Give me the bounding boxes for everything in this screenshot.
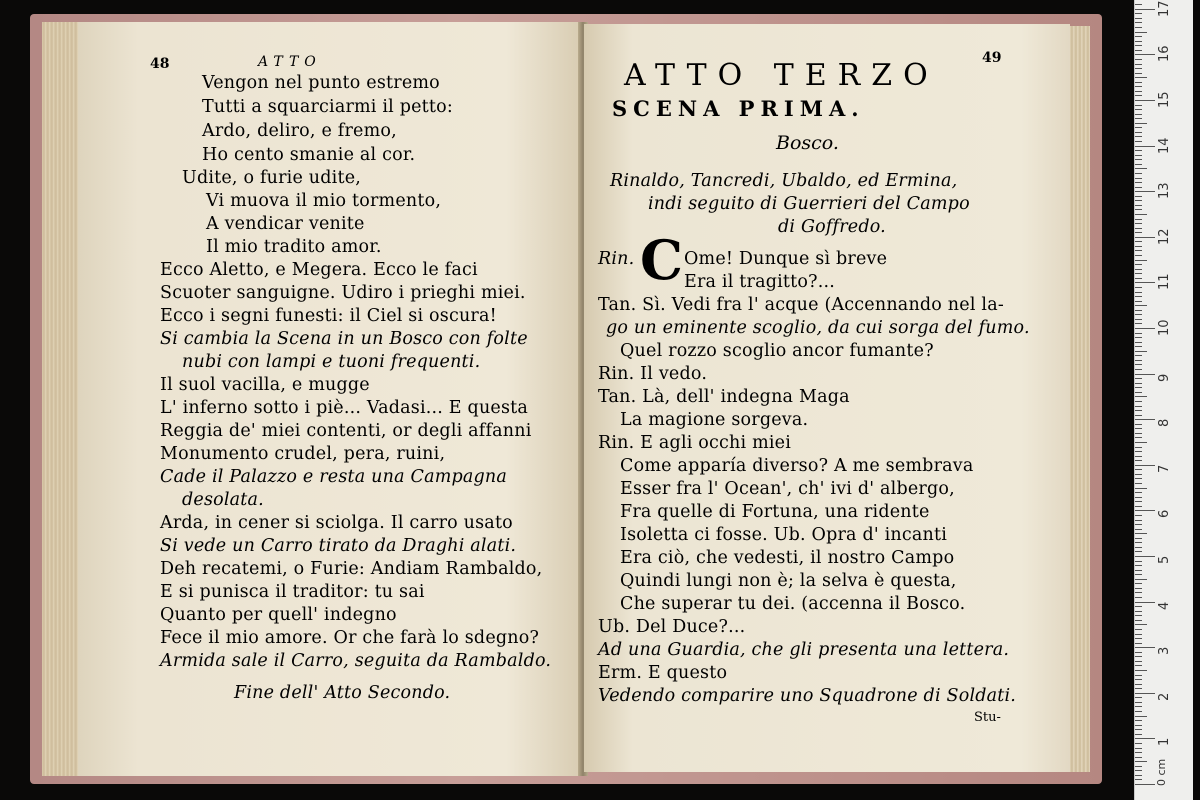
ruler-tick [1135,661,1142,662]
ruler-tick [1135,620,1142,621]
ruler-tick [1135,551,1142,552]
ruler-tick [1135,364,1142,365]
ruler-tick [1135,761,1147,762]
ruler-tick [1135,624,1147,625]
cast-line: Rinaldo, Tancredi, Ubaldo, ed Ermina, [610,171,958,191]
ruler-tick [1135,118,1142,119]
ruler-tick [1135,95,1142,96]
ruler-tick [1135,173,1142,174]
ruler-label: 4 [1157,601,1172,610]
text-line: Deh recatemi, o Furie: Andiam Rambaldo, [160,559,543,579]
ruler-tick [1135,209,1142,210]
ruler-tick [1135,428,1142,429]
text-line: Ecco Aletto, e Megera. Ecco le faci [160,260,478,280]
text-line: Ome! Dunque sì breve [684,249,888,269]
ruler-tick [1135,178,1142,179]
text-line: Isoletta ci fosse. Ub. Opra d' incanti [620,525,948,545]
ruler-tick [1135,305,1147,306]
ruler-tick [1135,634,1142,635]
text-line: Come apparía diverso? A me sembrava [620,456,974,476]
scene-title: SCENA PRIMA. [612,96,865,121]
text-line: Arda, in cener si sciolga. Il carro usato [160,513,513,533]
ruler-tick [1135,729,1142,730]
ruler-tick [1135,460,1142,461]
ruler-tick [1135,515,1142,516]
ruler-tick [1135,784,1155,785]
ruler-tick [1135,697,1142,698]
ruler-tick [1135,260,1147,261]
stage-direction: desolata. [182,490,264,510]
ruler-tick [1135,679,1142,680]
ruler-label: 8 [1157,418,1172,428]
ruler-tick [1135,132,1142,133]
ruler-tick [1135,36,1142,37]
ruler-tick [1135,488,1147,489]
act-end-note: Fine dell' Atto Secondo. [234,683,451,703]
ruler-tick [1135,734,1142,735]
text-line: Era ciò, che vedesti, il nostro Campo [620,548,955,568]
ruler-tick [1135,442,1147,443]
ruler-tick [1135,287,1142,288]
ruler-tick [1135,4,1142,5]
ruler-tick [1135,273,1142,274]
stage-direction: Vedendo comparire uno Squadrone di Soldati. [598,686,1017,706]
stage-direction: Ad una Guardia, che gli presenta una lettera. [598,640,1010,660]
ruler-label: 13 [1157,182,1172,200]
ruler-tick [1135,437,1142,438]
ruler-tick [1135,319,1142,320]
stage-direction: Armida sale il Carro, seguita da Rambaldo. [160,651,552,671]
ruler-label: 12 [1157,228,1172,245]
ruler-tick [1135,127,1142,128]
ruler-tick [1135,378,1142,379]
ruler-tick [1135,611,1142,612]
ruler-tick [1135,424,1142,425]
ruler-tick [1135,155,1142,156]
ruler-label: 15 [1157,91,1172,108]
ruler-tick [1135,725,1142,726]
ruler-tick [1135,214,1147,215]
ruler-tick [1135,433,1142,434]
ruler-tick [1135,141,1142,142]
ruler-tick [1135,191,1155,192]
speaker-label: Rin. [598,249,635,269]
ruler-tick [1135,369,1142,370]
ruler-tick [1135,351,1147,352]
ruler-label: 5 [1157,555,1172,564]
ruler-tick [1135,159,1142,160]
ruler-label: 7 [1157,464,1172,473]
ruler-tick [1135,41,1142,42]
ruler-tick [1135,574,1142,575]
ruler-tick [1135,542,1142,543]
text-line: Quindi lungi non è; la selva è questa, [620,571,957,591]
ruler-tick [1135,775,1142,776]
ruler-tick [1135,406,1142,407]
ruler-tick [1135,228,1142,229]
ruler-tick [1135,419,1155,420]
ruler-tick [1135,588,1142,589]
text-line: Rin. Il vedo. [598,364,708,384]
ruler-tick [1135,770,1142,771]
ruler-tick [1135,743,1142,744]
ruler-tick [1135,401,1142,402]
ruler-tick [1135,602,1155,603]
ruler-tick [1135,506,1142,507]
ruler-tick [1135,748,1142,749]
act-title: ATTO TERZO [624,58,939,93]
ruler-tick [1135,200,1142,201]
ruler-tick [1135,779,1142,780]
ruler-tick [1135,565,1142,566]
catchword: Stu- [974,710,1001,725]
ruler-tick [1135,296,1142,297]
ruler-tick [1135,524,1142,525]
ruler-tick [1135,59,1142,60]
cast-line: di Goffredo. [778,217,886,237]
ruler-tick [1135,196,1142,197]
ruler-tick [1135,583,1142,584]
ruler-tick [1135,150,1142,151]
ruler-tick [1135,665,1142,666]
text-line: Reggia de' miei contenti, or degli affanni [160,421,532,441]
ruler-tick [1135,684,1142,685]
ruler-label: 16 [1157,45,1172,63]
ruler-tick [1135,18,1142,19]
text-line: Rin. E agli occhi miei [598,433,792,453]
ruler-tick [1135,22,1142,23]
ruler-label: 1 [1157,738,1172,747]
ruler-tick [1135,478,1142,479]
text-line: Tutti a squarciarmi il petto: [202,97,453,117]
ruler-tick [1135,579,1147,580]
ruler-tick [1135,702,1142,703]
text-line: Vi muova il mio tormento, [206,191,442,211]
text-line: Ecco i segni funesti: il Ciel si oscura! [160,306,497,326]
ruler-tick [1135,469,1142,470]
text-line: Monumento crudel, pera, ruini, [160,444,446,464]
ruler-label: 11 [1157,273,1172,291]
stage-direction: nubi con lampi e tuoni frequenti. [182,352,481,372]
ruler-label: 6 [1157,510,1172,519]
page-edges-left [42,22,80,776]
ruler-tick [1135,629,1142,630]
text-line: E si punisca il traditor: tu sai [160,582,425,602]
right-page-number: 49 [982,50,1002,66]
ruler-tick [1135,282,1155,283]
ruler-tick [1135,346,1142,347]
ruler-tick [1135,720,1142,721]
left-running-head: ATTO [258,54,322,70]
ruler-tick [1135,73,1142,74]
drop-cap: C [640,228,683,292]
ruler-tick [1135,219,1142,220]
text-line: Scuoter sanguigne. Udiro i prieghi miei. [160,283,526,303]
stage-direction: go un eminente scoglio, da cui sorga del fumo. [606,318,1030,338]
ruler-tick [1135,752,1142,753]
scene-setting: Bosco. [776,132,839,154]
ruler-tick [1135,342,1142,343]
ruler-label: 14 [1157,137,1172,154]
stage-direction: Cade il Palazzo e resta una Campagna [160,467,508,487]
ruler-tick [1135,205,1142,206]
ruler-tick [1135,91,1142,92]
ruler-tick [1135,136,1142,137]
text-line: L' inferno sotto i piè... Vadasi... E questa [160,398,529,418]
ruler-tick [1135,255,1142,256]
ruler-tick [1135,383,1142,384]
ruler-tick [1135,314,1142,315]
ruler-tick [1135,387,1142,388]
ruler-tick [1135,45,1142,46]
ruler-tick [1135,670,1147,671]
ruler-tick [1135,269,1142,270]
ruler-unit-label: 0 cm [1155,758,1168,786]
ruler-tick [1135,123,1147,124]
ruler-label: 3 [1157,646,1172,656]
ruler-tick [1135,606,1142,607]
ruler-tick [1135,656,1142,657]
ruler-tick [1135,50,1142,51]
ruler-tick [1135,474,1142,475]
ruler-tick [1135,415,1142,416]
ruler-tick [1135,643,1142,644]
ruler-tick [1135,86,1142,87]
ruler-tick [1135,510,1155,511]
ruler-tick [1135,757,1142,758]
text-line: Ub. Del Duce?... [598,617,746,637]
text-line: Fra quelle di Fortuna, una ridente [620,502,930,522]
text-line: Ardo, deliro, e fremo, [202,121,397,141]
ruler-tick [1135,497,1142,498]
ruler-tick [1135,241,1142,242]
ruler-tick [1135,374,1155,375]
ruler-label: 10 [1157,319,1172,336]
text-line: Esser fra l' Ocean', ch' ivi d' albergo, [620,479,955,499]
ruler-tick [1135,501,1142,502]
ruler-tick [1135,533,1147,534]
ruler-tick [1135,716,1147,717]
ruler-tick [1135,9,1155,10]
ruler-tick [1135,483,1142,484]
ruler-tick [1135,246,1142,247]
text-line: Udite, o furie udite, [182,168,362,188]
ruler-tick [1135,333,1142,334]
text-line: Che superar tu dei. (accenna il Bosco. [620,594,966,614]
ruler-tick [1135,597,1142,598]
text-line: Era il tragitto?... [684,272,835,292]
text-line: La magione sorgeva. [620,410,809,430]
text-line: Tan. Sì. Vedi fra l' acque (Accennando nel la- [598,295,1004,315]
ruler-tick [1135,114,1142,115]
ruler-tick [1135,301,1142,302]
ruler-tick [1135,337,1142,338]
ruler-tick [1135,328,1155,329]
ruler-tick [1135,529,1142,530]
ruler-tick [1135,323,1142,324]
text-line: Erm. E questo [598,663,728,683]
ruler-tick [1135,766,1142,767]
ruler-tick [1135,237,1155,238]
ruler-tick [1135,77,1147,78]
ruler-tick [1135,82,1142,83]
ruler-tick [1135,264,1142,265]
ruler-tick [1135,538,1142,539]
text-line: A vendicar venite [206,214,365,234]
ruler-tick [1135,706,1142,707]
ruler-tick [1135,547,1142,548]
ruler-tick [1135,168,1147,169]
ruler-tick [1135,410,1142,411]
ruler-tick [1135,456,1142,457]
ruler-tick [1135,182,1142,183]
ruler-tick [1135,447,1142,448]
ruler-tick [1135,556,1155,557]
ruler-tick [1135,355,1142,356]
text-line: Tan. Là, dell' indegna Maga [598,387,850,407]
ruler-tick [1135,492,1142,493]
ruler-tick [1135,109,1142,110]
ruler-tick [1135,693,1155,694]
text-line: Ho cento smanie al cor. [202,145,416,165]
ruler-tick [1135,465,1155,466]
text-line: Il suol vacilla, e mugge [160,375,370,395]
ruler-tick [1135,360,1142,361]
cast-line: indi seguito di Guerrieri del Campo [648,194,970,214]
ruler-tick [1135,451,1142,452]
ruler-tick [1135,738,1155,739]
ruler-tick [1135,310,1142,311]
ruler-label: 17 [1157,0,1172,17]
ruler-tick [1135,146,1155,147]
ruler-tick [1135,105,1142,106]
ruler-tick [1135,292,1142,293]
ruler-tick [1135,223,1142,224]
ruler-tick [1135,13,1142,14]
text-line: Quanto per quell' indegno [160,605,397,625]
ruler-tick [1135,688,1142,689]
ruler-tick [1135,615,1142,616]
stage-direction: Si cambia la Scena in un Bosco con folte [160,329,528,349]
left-page-number: 48 [150,56,170,72]
ruler-tick [1135,392,1142,393]
ruler-tick [1135,675,1142,676]
ruler-tick [1135,68,1142,69]
ruler-tick [1135,164,1142,165]
ruler-label: 2 [1157,692,1172,701]
stage-direction: Si vede un Carro tirato da Draghi alati. [160,536,517,556]
measuring-ruler [1134,0,1193,800]
ruler-label: 9 [1157,373,1172,382]
ruler-tick [1135,638,1142,639]
ruler-tick [1135,232,1142,233]
ruler-tick [1135,187,1142,188]
ruler-tick [1135,27,1142,28]
ruler-tick [1135,711,1142,712]
text-line: Vengon nel punto estremo [202,73,440,93]
ruler-tick [1135,652,1142,653]
ruler-tick [1135,592,1142,593]
ruler-tick [1135,570,1142,571]
text-line: Fece il mio amore. Or che farà lo sdegno? [160,628,540,648]
ruler-tick [1135,278,1142,279]
ruler-tick [1135,54,1155,55]
text-line: Quel rozzo scoglio ancor fumante? [620,341,934,361]
ruler-tick [1135,250,1142,251]
ruler-tick [1135,64,1142,65]
ruler-tick [1135,520,1142,521]
ruler-tick [1135,561,1142,562]
ruler-tick [1135,32,1147,33]
ruler-tick [1135,396,1147,397]
ruler-tick [1135,647,1155,648]
text-line: Il mio tradito amor. [206,237,382,257]
ruler-tick [1135,100,1155,101]
